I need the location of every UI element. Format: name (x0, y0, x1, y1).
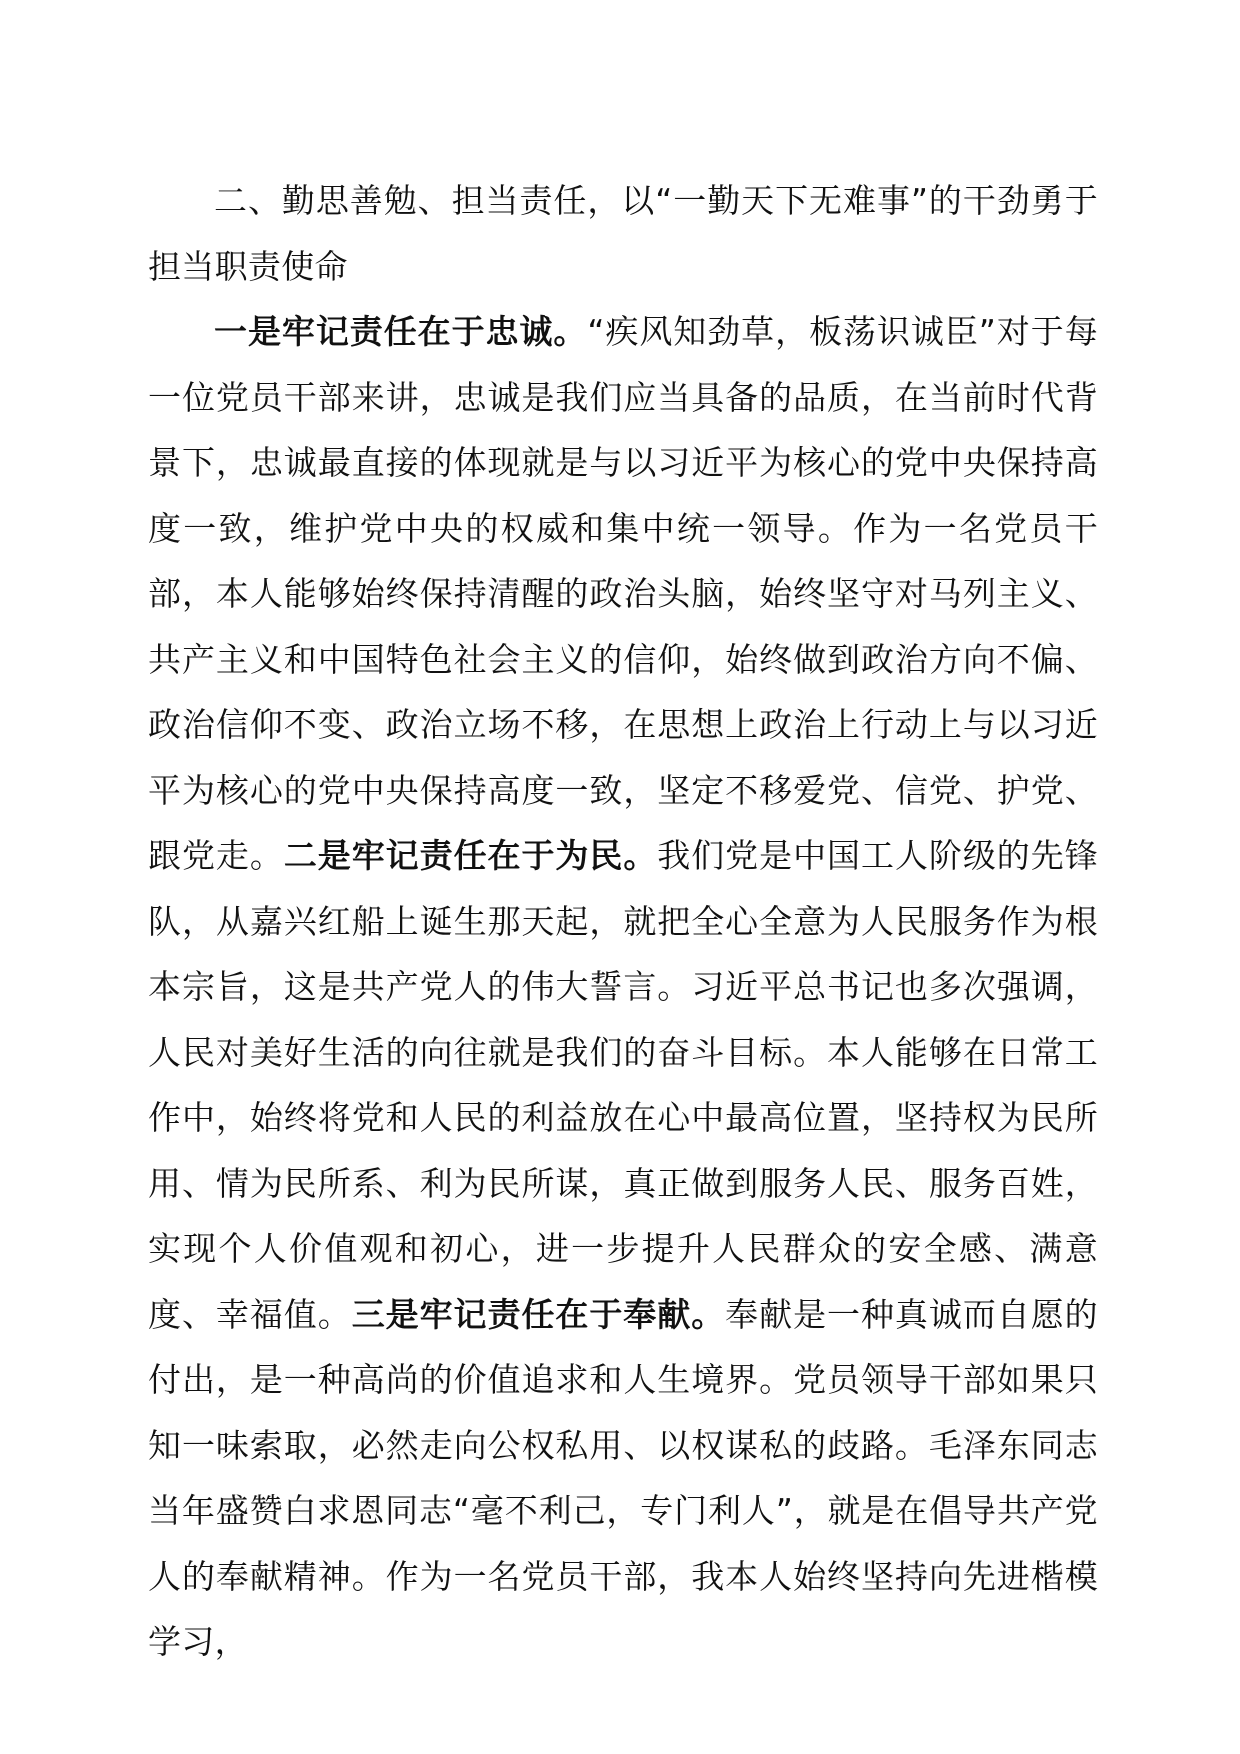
point-3-text: 奉献是一种真诚而自愿的付出，是一种高尚的价值追求和人生境界。党员领导干部如果只知一味索取，必然走向公权私用、以权谋私的歧路。毛泽东同志当年盛赞白求恩同志“毫不利己，专门利人”，就是在倡导共产党人的奉献精神。作为一名党员干部，我本人始终坚持向先进楷模学习， (148, 1294, 1098, 1661)
point-3-title: 三是牢记责任在于奉献。 (351, 1294, 726, 1334)
document-body (148, 168, 1098, 1675)
section-heading: 二、勤思善勉、担当责任，以“一勤天下无难事”的干劲勇于担当职责使命 (148, 181, 1098, 286)
point-2-title: 二是牢记责任在于为民。 (283, 836, 658, 875)
point-2-text: 我们党是中国工人阶级的先锋队，从嘉兴红船上诞生那天起，就把全心全意为人民服务作为根本宗旨，这是共产党人的伟大誓言。习近平总书记也多次强调，人民对美好生活的向往就是我们的奋斗目标。本人能够在日常工作中，始终将党和人民的利益放在心中最高位置，坚持权为民所用、情为民所系、利为民所谋，真正做到服务人民、服务百姓，实现个人价值观和初心，进一步提升人民群众的安全感、满意度、幸福值。 (148, 836, 1098, 1334)
point-1-text: “疾风知劲草，板荡识诚臣”对于每一位党员干部来讲，忠诚是我们应当具备的品质，在当前时代背景下，忠诚最直接的体现就是与以习近平为核心的党中央保持高度一致，维护党中央的权威和集中统一领导。作为一名党员干部，本人能够始终保持清醒的政治头脑，始终坚守对马列主义、共产主义和中国特色社会主义的信仰，始终做到政治方向不偏、政治信仰不变、政治立场不移，在思想上政治上行动上与以习近平为核心的党中央保持高度一致，坚定不移爱党、信党、护党、跟党走。 (148, 312, 1098, 875)
point-1-title: 一是牢记责任在于忠诚。 (214, 312, 588, 351)
body-paragraph (148, 299, 1098, 1675)
